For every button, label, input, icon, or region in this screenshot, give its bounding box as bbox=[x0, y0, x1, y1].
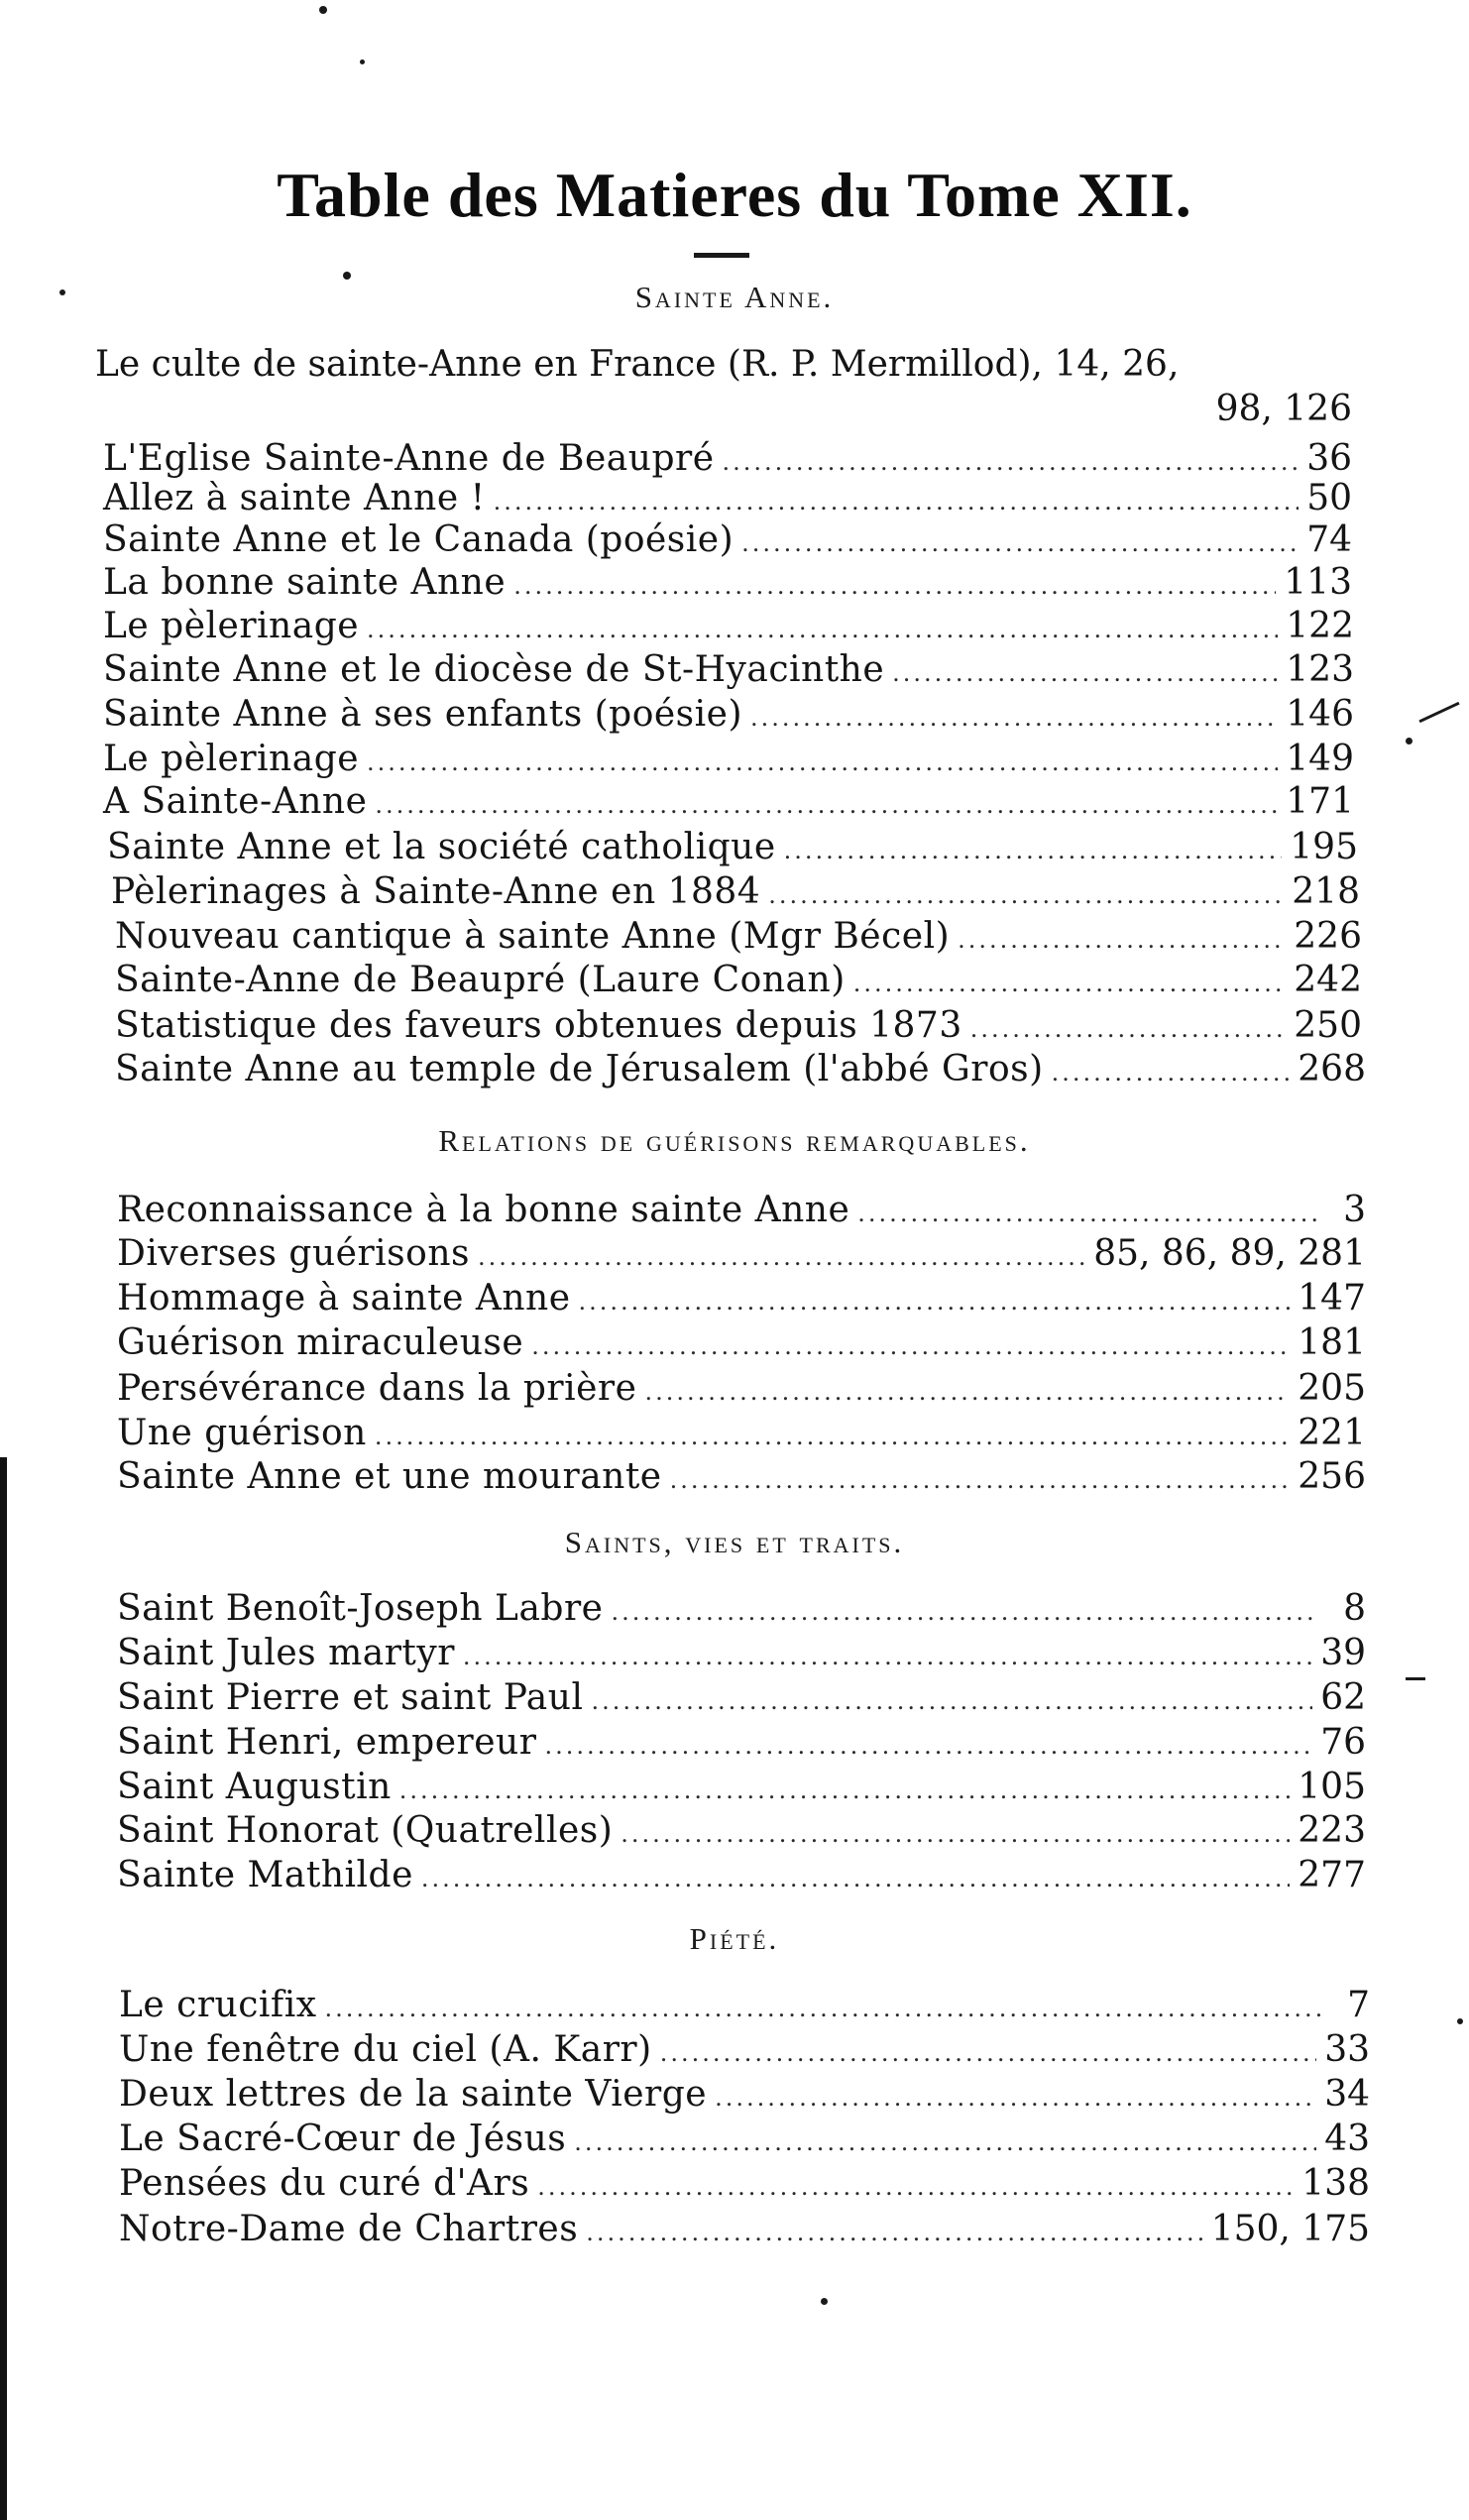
ink-speck bbox=[1457, 2018, 1463, 2024]
toc-entry-page: 62 bbox=[1320, 1677, 1366, 1718]
toc-entry-page: 218 bbox=[1292, 871, 1360, 912]
toc-entry bbox=[103, 560, 1352, 606]
dot-leader bbox=[478, 1234, 1085, 1280]
toc-entry-title: Sainte Anne et la société catholique bbox=[107, 827, 776, 867]
toc-entry-page: 8 bbox=[1343, 1588, 1366, 1629]
toc-entry-title: Deux lettres de la sainte Vierge bbox=[119, 2074, 708, 2115]
toc-entry-page: 85, 86, 89, 281 bbox=[1093, 1233, 1366, 1274]
toc-entry bbox=[117, 1454, 1366, 1500]
toc-entry bbox=[117, 1320, 1366, 1366]
toc-entry bbox=[111, 869, 1360, 915]
dot-leader bbox=[586, 2210, 1203, 2255]
toc-entry bbox=[119, 2161, 1370, 2207]
section-heading-sainte-anne: Sainte Anne. bbox=[634, 280, 835, 314]
toc-entry-page: 34 bbox=[1324, 2074, 1370, 2115]
toc-entry bbox=[115, 914, 1362, 960]
dot-leader bbox=[715, 2075, 1316, 2120]
toc-entry bbox=[115, 1047, 1366, 1092]
dot-leader bbox=[375, 1414, 1290, 1459]
toc-entry-page: 146 bbox=[1286, 694, 1354, 735]
binding-shadow bbox=[0, 1457, 7, 2520]
toc-entry bbox=[119, 2117, 1370, 2162]
toc-entry-page: 221 bbox=[1298, 1413, 1366, 1453]
toc-entry bbox=[117, 1720, 1366, 1766]
title-rule bbox=[694, 253, 749, 258]
toc-entry-title: Le culte de sainte-Anne en France (R. P. Mermillod), 14, 26, bbox=[95, 344, 1180, 385]
dot-leader bbox=[513, 563, 1276, 609]
toc-entry-title: Sainte Anne à ses enfants (poésie) bbox=[103, 694, 743, 735]
toc-entry bbox=[117, 1276, 1366, 1321]
toc-entry-page: 195 bbox=[1290, 827, 1358, 867]
toc-entry bbox=[117, 1675, 1366, 1721]
toc-entry-page: 122 bbox=[1286, 606, 1354, 646]
toc-entry bbox=[115, 958, 1362, 1003]
ink-speck bbox=[360, 59, 365, 64]
toc-entry-page: 76 bbox=[1320, 1722, 1366, 1763]
toc-entry-title: Le Sacré-Cœur de Jésus bbox=[119, 2119, 567, 2159]
ink-speck bbox=[1406, 738, 1412, 745]
dot-leader bbox=[531, 1323, 1290, 1369]
dot-leader bbox=[1052, 1050, 1291, 1095]
toc-entry bbox=[117, 1366, 1366, 1412]
toc-entry-page: 36 bbox=[1306, 438, 1352, 479]
toc-entry-title: Sainte Mathilde bbox=[117, 1855, 413, 1895]
toc-entry-page: 226 bbox=[1294, 916, 1362, 957]
dot-leader bbox=[621, 1811, 1290, 1857]
toc-entry bbox=[117, 1411, 1366, 1456]
dot-leader bbox=[579, 1279, 1291, 1324]
dot-leader bbox=[784, 828, 1283, 873]
toc-entry-title: Allez à sainte Anne ! bbox=[103, 478, 486, 518]
toc-entry-page: 7 bbox=[1347, 1985, 1370, 2025]
dot-leader bbox=[463, 1634, 1312, 1679]
toc-entry-title: Diverses guérisons bbox=[117, 1233, 470, 1274]
toc-entry-title: Persévérance dans la prière bbox=[117, 1368, 637, 1409]
toc-entry-title: A Sainte-Anne bbox=[103, 781, 368, 822]
toc-entry bbox=[119, 2207, 1370, 2252]
toc-entry-page: 256 bbox=[1298, 1456, 1366, 1497]
toc-entry-title: Guérison miraculeuse bbox=[117, 1322, 524, 1363]
dot-leader bbox=[325, 1986, 1322, 2031]
toc-entry-title: Hommage à sainte Anne bbox=[117, 1278, 571, 1318]
toc-entry-title: Saint Jules martyr bbox=[117, 1633, 455, 1673]
dot-leader bbox=[857, 1191, 1318, 1236]
toc-entry-page: 149 bbox=[1286, 739, 1354, 779]
dot-leader bbox=[958, 917, 1286, 963]
toc-entry bbox=[115, 1003, 1362, 1049]
toc-entry-title: Nouveau cantique à sainte Anne (Mgr Bécel) bbox=[115, 916, 951, 957]
dot-leader bbox=[660, 2030, 1317, 2076]
dot-leader bbox=[574, 2119, 1316, 2165]
toc-entry-page: 268 bbox=[1298, 1049, 1366, 1089]
toc-entry-title: Le crucifix bbox=[119, 1985, 317, 2025]
ink-speck bbox=[343, 272, 351, 280]
toc-entry-title: Saint Benoît-Joseph Labre bbox=[117, 1588, 604, 1629]
toc-entry-page: 150, 175 bbox=[1210, 2209, 1370, 2249]
toc-entry-page: 171 bbox=[1286, 781, 1354, 822]
toc-entry bbox=[103, 647, 1354, 693]
toc-entry-page: 223 bbox=[1298, 1810, 1366, 1851]
toc-entry-title: Saint Augustin bbox=[117, 1767, 392, 1807]
toc-entry bbox=[117, 1231, 1366, 1277]
toc-entry-title: Notre-Dame de Chartres bbox=[119, 2209, 579, 2249]
toc-entry-page: 205 bbox=[1298, 1368, 1366, 1409]
toc-entry-title: Saint Henri, empereur bbox=[117, 1722, 537, 1763]
toc-entry-page: 33 bbox=[1324, 2029, 1370, 2070]
toc-entry bbox=[103, 604, 1354, 649]
toc-entry-title: Sainte Anne et le Canada (poésie) bbox=[103, 519, 734, 560]
dot-leader bbox=[544, 1723, 1312, 1769]
toc-entry bbox=[103, 779, 1354, 825]
dot-leader bbox=[892, 650, 1278, 696]
toc-entry-page: 147 bbox=[1298, 1278, 1366, 1318]
toc-entry-title: La bonne sainte Anne bbox=[103, 562, 507, 603]
toc-entry bbox=[103, 517, 1352, 563]
toc-entry-page: 74 bbox=[1306, 519, 1352, 560]
toc-entry-title: Une guérison bbox=[117, 1413, 367, 1453]
dot-leader bbox=[591, 1678, 1312, 1724]
toc-entry bbox=[119, 1983, 1370, 2028]
toc-entry bbox=[117, 1631, 1366, 1676]
dot-leader bbox=[611, 1589, 1318, 1635]
toc-entry-pages: 98, 126 bbox=[1215, 389, 1352, 429]
toc-entry bbox=[103, 476, 1352, 521]
toc-entry-page: 277 bbox=[1298, 1855, 1366, 1895]
dot-leader bbox=[750, 695, 1278, 741]
dot-leader bbox=[375, 782, 1278, 828]
toc-entry-title: Sainte Anne au temple de Jérusalem (l'abbé Gros) bbox=[115, 1049, 1044, 1089]
toc-entry bbox=[103, 692, 1354, 738]
toc-entry-page: 113 bbox=[1284, 562, 1352, 603]
ink-mark bbox=[1418, 702, 1459, 723]
ink-speck bbox=[821, 2298, 828, 2305]
toc-entry-title: Reconnaissance à la bonne sainte Anne bbox=[117, 1190, 850, 1230]
toc-entry-page: 43 bbox=[1324, 2119, 1370, 2159]
toc-entry bbox=[117, 1853, 1366, 1898]
toc-entry bbox=[117, 1586, 1366, 1632]
toc-entry bbox=[117, 1808, 1366, 1854]
toc-entry-page: 250 bbox=[1294, 1005, 1362, 1046]
toc-entry bbox=[103, 737, 1354, 782]
dot-leader bbox=[853, 961, 1287, 1006]
toc-entry-title: Sainte Anne et une mourante bbox=[117, 1456, 662, 1497]
toc-entry-page: 138 bbox=[1301, 2163, 1370, 2204]
toc-entry-page: 105 bbox=[1298, 1767, 1366, 1807]
page-title: Table des Matieres du Tome XII. bbox=[277, 160, 1192, 230]
section-heading-saints: Saints, vies et traits. bbox=[564, 1525, 905, 1559]
toc-entry-title: Saint Pierre et saint Paul bbox=[117, 1677, 584, 1718]
toc-entry-title: Saint Honorat (Quatrelles) bbox=[117, 1810, 614, 1851]
toc-entry-title: Une fenêtre du ciel (A. Karr) bbox=[119, 2029, 652, 2070]
toc-entry-title: Sainte Anne et le diocèse de St-Hyacinthe bbox=[103, 649, 885, 690]
section-heading-piete: Piété. bbox=[689, 1921, 780, 1956]
dot-leader bbox=[970, 1006, 1287, 1052]
toc-entry bbox=[119, 2072, 1370, 2118]
toc-entry-title: Sainte-Anne de Beaupré (Laure Conan) bbox=[115, 960, 846, 1000]
toc-entry bbox=[117, 1765, 1366, 1810]
toc-entry-page: 39 bbox=[1320, 1633, 1366, 1673]
toc-entry-title: Le pèlerinage bbox=[103, 739, 360, 779]
toc-entry bbox=[107, 825, 1358, 870]
toc-entry-page: 181 bbox=[1298, 1322, 1366, 1363]
toc-entry-title: Pèlerinages à Sainte-Anne en 1884 bbox=[111, 871, 761, 912]
toc-entry-title: Pensées du curé d'Ars bbox=[119, 2163, 530, 2204]
toc-entry-page: 50 bbox=[1306, 478, 1352, 518]
dot-leader bbox=[670, 1457, 1291, 1503]
dot-leader bbox=[367, 607, 1278, 652]
dot-leader bbox=[399, 1768, 1290, 1813]
toc-entry bbox=[119, 2027, 1370, 2073]
toc-entry-page: 123 bbox=[1286, 649, 1354, 690]
dot-leader bbox=[644, 1369, 1290, 1415]
toc-entry-page: 3 bbox=[1343, 1190, 1366, 1230]
ink-mark bbox=[1406, 1677, 1425, 1680]
dot-leader bbox=[421, 1856, 1290, 1901]
dot-leader bbox=[537, 2164, 1294, 2210]
toc-entry bbox=[117, 1188, 1366, 1233]
toc-entry-title: Le pèlerinage bbox=[103, 606, 360, 646]
toc-entry-title: Statistique des faveurs obtenues depuis 1873 bbox=[115, 1005, 962, 1046]
dot-leader bbox=[768, 872, 1284, 918]
toc-entry-page: 242 bbox=[1294, 960, 1362, 1000]
toc-entry-title: L'Eglise Sainte-Anne de Beaupré bbox=[103, 438, 715, 479]
ink-speck bbox=[319, 6, 327, 14]
section-heading-relations: Relations de guérisons remarquables. bbox=[438, 1123, 1031, 1158]
